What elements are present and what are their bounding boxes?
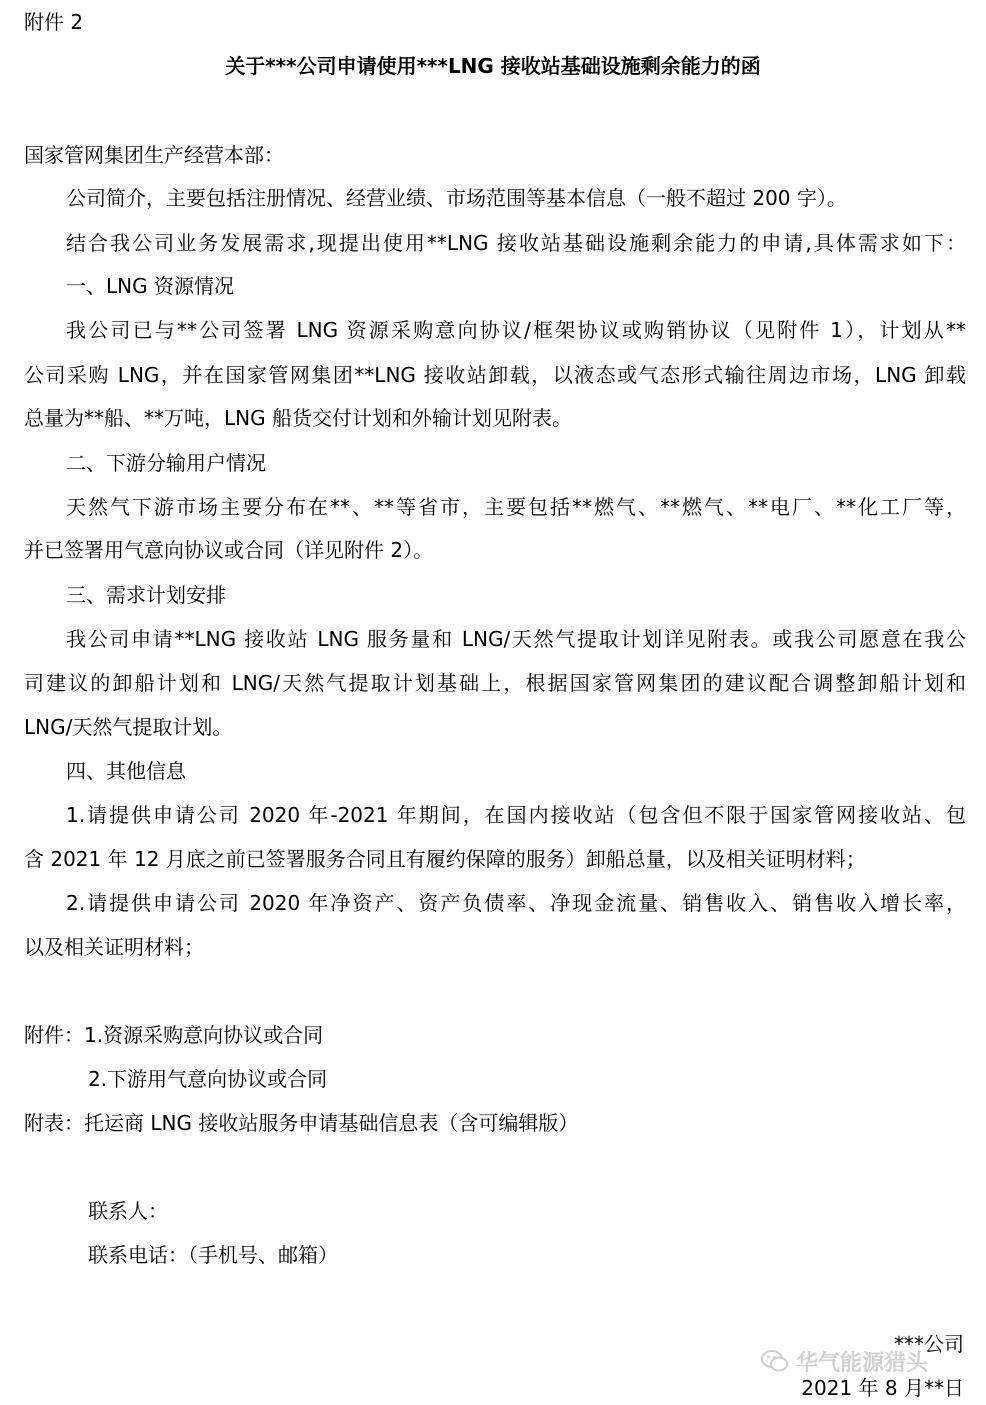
section1-heading: 一、LNG 资源情况: [66, 274, 234, 298]
section3-line: 我公司申请**LNG 接收站 LNG 服务量和 LNG/天然气提取计划详见附表。或我公司愿意在我公: [66, 627, 966, 651]
recipient: 国家管网集团生产经营本部：: [24, 143, 284, 167]
section4-line: 1.请提供申请公司 2020 年-2021 年期间，在国内接收站（包含但不限于国家管网接收站、包: [66, 803, 966, 827]
contact-phone: 联系电话：（手机号、邮箱）: [88, 1243, 338, 1267]
section4-line: 2.请提供申请公司 2020 年净资产、资产负债率、净现金流量、销售收入、销售收入增长率，: [66, 891, 966, 915]
section2-line: 天然气下游市场主要分布在**、**等省市，主要包括**燃气、**燃气、**电厂、**化工厂等，: [66, 495, 966, 519]
section3-line: 司建议的卸船计划和 LNG/天然气提取计划基础上，根据国家管网集团的建议配合调整卸船计划和: [24, 671, 966, 695]
section2-heading: 二、下游分输用户情况: [66, 451, 266, 475]
attachment-label: 附件 2: [24, 10, 84, 34]
section1-line: 公司采购 LNG，并在国家管网集团**LNG 接收站卸载，以液态或气态形式输往周边市场，LNG 卸载: [24, 363, 966, 387]
signature-date: 2021 年 8 月**日: [801, 1376, 964, 1400]
section2-line: 并已签署用气意向协议或合同（详见附件 2）。: [24, 538, 434, 562]
section4-line: 含 2021 年 12 月底之前已签署服务合同且有履约保障的服务）卸船总量，以及相关证明材料；: [24, 847, 866, 871]
signature-company: ***公司: [894, 1332, 964, 1356]
section1-line: 我公司已与**公司签署 LNG 资源采购意向协议/框架协议或购销协议（见附件 1），计划从**: [66, 318, 966, 342]
section3-line: LNG/天然气提取计划。: [24, 715, 233, 739]
section4-line: 以及相关证明材料；: [24, 935, 204, 959]
section3-heading: 三、需求计划安排: [66, 583, 226, 607]
intro-paragraph: 公司简介，主要包括注册情况、经营业绩、市场范围等基本信息（一般不超过 200 字）。: [66, 186, 847, 210]
section1-line: 总量为**船、**万吨，LNG 船货交付计划和外输计划见附表。: [24, 406, 572, 430]
watermark-text: 华气能源猎头: [796, 1350, 929, 1376]
attachment-schedule: 附表：托运商 LNG 接收站服务申请基础信息表（含可编辑版）: [24, 1111, 579, 1135]
attachment-list-item: 附件：1.资源采购意向协议或合同: [24, 1023, 324, 1047]
page-title: 关于***公司申请使用***LNG 接收站基础设施剩余能力的函: [225, 54, 761, 78]
attachment-list-item: 2.下游用气意向协议或合同: [88, 1067, 328, 1091]
contact-person: 联系人：: [88, 1199, 168, 1223]
request-paragraph: 结合我公司业务发展需求,现提出使用**LNG 接收站基础设施剩余能力的申请,具体需求如下：: [66, 231, 966, 255]
wechat-icon: [760, 1349, 790, 1373]
section4-heading: 四、其他信息: [66, 759, 186, 783]
